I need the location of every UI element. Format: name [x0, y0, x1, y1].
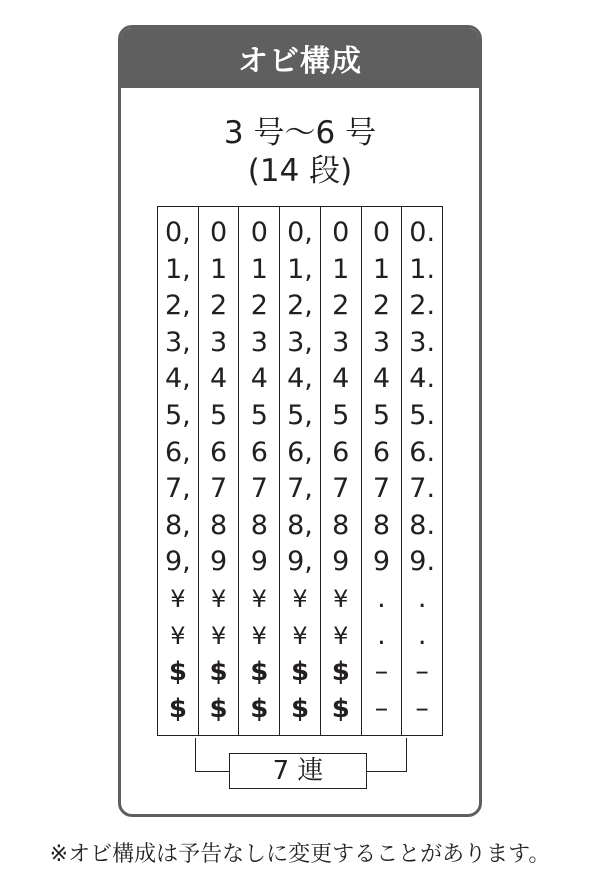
band-char: 7 — [372, 473, 391, 505]
band-char: 9 — [209, 546, 228, 578]
band-char: 2 — [250, 290, 268, 322]
band-char: 2, — [287, 290, 313, 322]
band-composition-card — [118, 25, 482, 817]
band-char: $ — [168, 693, 187, 724]
band-column — [239, 207, 280, 735]
band-char: 5 — [332, 399, 350, 431]
band-char: 6, — [164, 436, 191, 468]
band-char: 6. — [409, 436, 436, 468]
band-char: $ — [250, 693, 269, 724]
band-char: 2 — [372, 290, 391, 322]
band-char: 1 — [250, 253, 268, 285]
band-char: 0. — [409, 217, 436, 248]
band-char: 4, — [164, 363, 191, 395]
band-char: ¥ — [292, 621, 308, 650]
band-char: 9 — [332, 546, 350, 578]
band-char: 0 — [332, 217, 350, 248]
band-char: 9, — [164, 546, 191, 578]
band-char: ¥ — [170, 621, 186, 650]
band-column — [280, 207, 321, 735]
band-char: 0, — [287, 217, 313, 248]
band-char: 0 — [250, 217, 268, 248]
band-char: 3. — [409, 326, 436, 358]
band-char: 6, — [287, 436, 313, 468]
disclaimer-note: ※オビ構成は予告なしに変更することがあります。 — [49, 842, 551, 867]
band-char: 2 — [332, 290, 350, 322]
band-column — [158, 207, 199, 735]
band-char: 4 — [332, 363, 350, 395]
band-column — [362, 207, 403, 735]
band-char: ¥ — [170, 584, 186, 613]
band-char: 7 — [209, 473, 228, 505]
band-char: 1 — [209, 253, 228, 285]
band-char: 5, — [164, 399, 191, 431]
card-title: オビ構成 — [238, 44, 362, 79]
band-char: 8, — [287, 509, 313, 541]
band-char: 3 — [332, 326, 350, 358]
band-char: $ — [331, 693, 350, 724]
band-char: 4. — [409, 363, 436, 395]
band-char: 3 — [372, 326, 391, 358]
band-char: $ — [290, 693, 310, 724]
band-char: ¥ — [251, 584, 267, 613]
band-char: – — [415, 656, 429, 688]
band-char: 6 — [372, 436, 391, 468]
band-char: 3 — [250, 326, 268, 358]
band-char: 4 — [250, 363, 268, 395]
band-char: ¥ — [210, 584, 227, 613]
band-char: 8 — [209, 509, 228, 541]
band-char: 3 — [209, 326, 228, 358]
band-char: 0 — [372, 217, 391, 248]
band-char: $ — [331, 657, 350, 688]
band-char: 9 — [250, 546, 268, 578]
band-char: 4, — [287, 363, 313, 395]
band-char: 7. — [409, 473, 436, 505]
band-count-label: 7 連 — [229, 753, 367, 789]
row-count: (14 段) — [247, 153, 353, 189]
band-char: – — [415, 692, 429, 724]
band-char: 1, — [164, 253, 191, 285]
band-char: 5, — [287, 399, 313, 431]
band-char: 7 — [332, 473, 350, 505]
band-char: $ — [209, 657, 228, 688]
band-char: 6 — [209, 436, 228, 468]
band-char: 9 — [372, 546, 391, 578]
band-char: ¥ — [333, 584, 349, 613]
band-char: $ — [290, 657, 310, 688]
band-char: 7, — [164, 473, 191, 505]
band-char: . — [377, 619, 386, 651]
band-char: 5 — [250, 399, 268, 431]
card-header — [121, 28, 479, 88]
band-column — [321, 207, 362, 735]
band-char: 1, — [287, 253, 313, 285]
band-char: 6 — [250, 436, 268, 468]
band-char: – — [374, 656, 389, 688]
band-char: 8 — [332, 509, 350, 541]
band-char: 5. — [409, 399, 436, 431]
band-column — [402, 207, 442, 735]
band-char: 4 — [209, 363, 228, 395]
band-char: 7, — [287, 473, 313, 505]
band-char: . — [417, 619, 427, 651]
band-char: 4 — [372, 363, 391, 395]
band-char: 7 — [250, 473, 268, 505]
band-char: ¥ — [333, 621, 349, 650]
band-char: 0, — [164, 217, 191, 248]
band-column — [199, 207, 240, 735]
band-char: 6 — [332, 436, 350, 468]
band-char: – — [374, 692, 389, 724]
band-char: ¥ — [210, 621, 227, 650]
band-char: 9, — [287, 546, 313, 578]
band-char: 2. — [409, 290, 436, 322]
band-char: 8 — [250, 509, 268, 541]
band-char: 1. — [409, 253, 436, 285]
band-char: ¥ — [292, 584, 308, 613]
band-char: 3, — [287, 326, 313, 358]
band-char: $ — [209, 693, 228, 724]
band-char: 0 — [209, 217, 228, 248]
size-range: 3 号〜6 号 — [223, 115, 377, 151]
band-table — [157, 206, 443, 736]
band-char: 5 — [372, 399, 391, 431]
band-char: 8 — [372, 509, 391, 541]
band-char: 2, — [164, 290, 191, 322]
band-char: 2 — [209, 290, 228, 322]
band-char: ¥ — [251, 621, 267, 650]
band-char: 3, — [164, 326, 191, 358]
band-char: 1 — [372, 253, 391, 285]
band-char: $ — [168, 657, 187, 688]
band-char: . — [377, 582, 386, 614]
band-char: 5 — [209, 399, 228, 431]
band-char: 1 — [332, 253, 350, 285]
band-char: . — [417, 582, 427, 614]
band-char: 8. — [409, 509, 436, 541]
band-char: $ — [250, 657, 269, 688]
band-char: 9. — [409, 546, 436, 578]
band-char: 8, — [164, 509, 191, 541]
